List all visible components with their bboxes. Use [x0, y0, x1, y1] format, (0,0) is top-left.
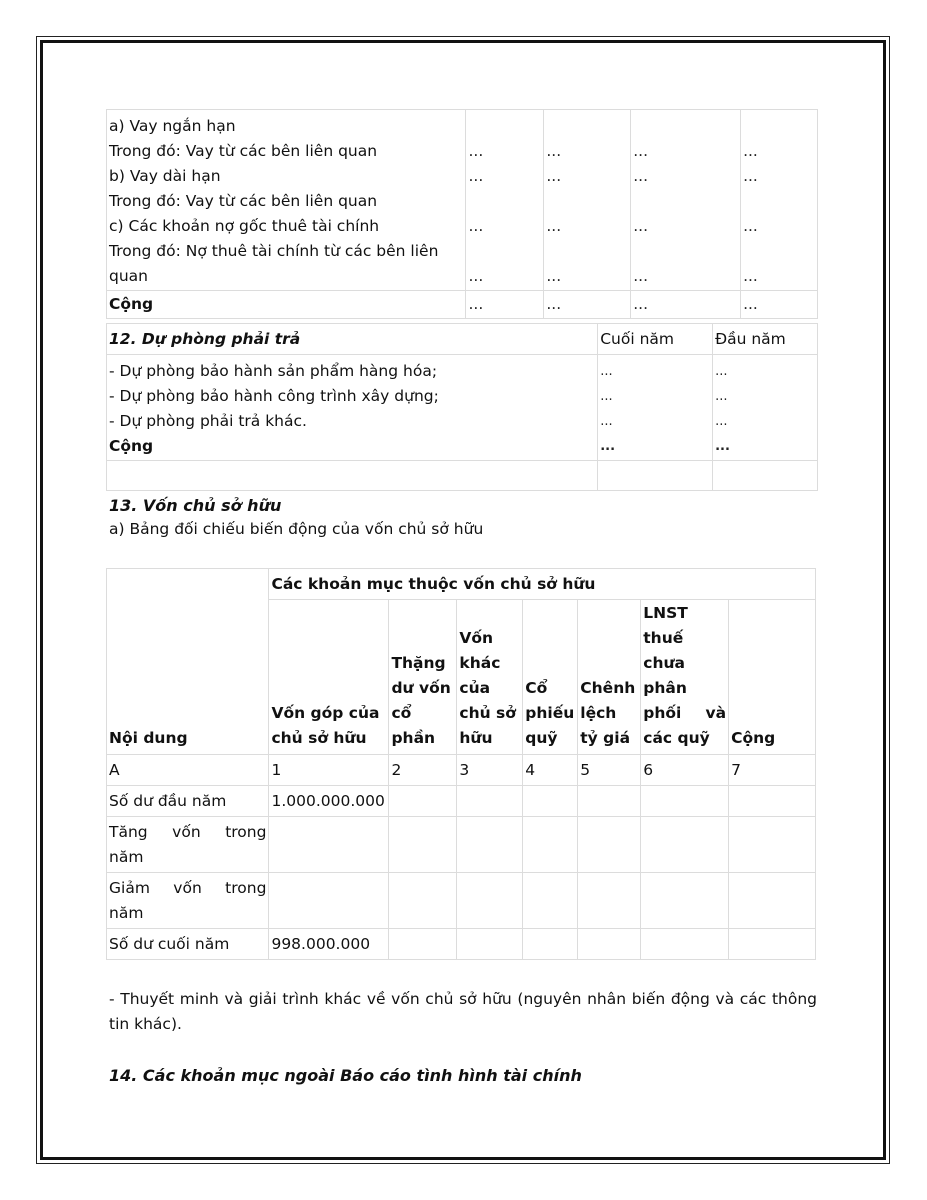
header-line: hữu	[459, 729, 493, 747]
row-label: Số dư đầu năm	[107, 786, 269, 817]
provisions-col-start: Đầu năm	[713, 324, 818, 355]
empty-cell	[641, 786, 729, 817]
provisions-header-row	[107, 324, 818, 355]
index-cell: 7	[729, 755, 816, 786]
header-line: Cộng	[731, 729, 776, 747]
empty-cell	[457, 873, 523, 929]
loan-value: ...	[743, 142, 758, 160]
provisions-total-end: ...	[600, 439, 616, 454]
loan-value: ...	[546, 142, 562, 160]
loan-value: ...	[633, 267, 649, 285]
loans-col2-cell	[544, 110, 631, 291]
loan-value: ...	[633, 217, 649, 235]
empty-cell	[107, 461, 598, 491]
provision-end-value: ...	[600, 414, 613, 429]
loans-total-label: Cộng	[107, 291, 466, 319]
header-line: phiếu	[525, 704, 575, 722]
loans-body-row	[107, 110, 818, 291]
loan-value: ...	[633, 142, 649, 160]
provisions-total-label: Cộng	[109, 437, 154, 455]
loans-total-row	[107, 291, 818, 319]
index-cell: 4	[523, 755, 578, 786]
loan-value: ...	[468, 267, 484, 285]
row-label: Số dư cuối năm	[107, 929, 269, 960]
empty-cell	[389, 873, 457, 929]
loan-label: Trong đó: Vay từ các bên liên quan	[109, 142, 378, 160]
loan-value: ...	[546, 167, 562, 185]
provision-start-value: ...	[715, 414, 728, 429]
equity-col-header	[641, 600, 729, 755]
empty-cell	[457, 786, 523, 817]
empty-cell	[578, 929, 641, 960]
loans-col3-cell	[631, 110, 741, 291]
loan-value: ...	[546, 217, 562, 235]
provisions-total-start: ...	[715, 439, 730, 454]
empty-cell	[389, 929, 457, 960]
capital-value	[269, 817, 389, 873]
empty-cell	[389, 817, 457, 873]
provision-label: - Dự phòng bảo hành sản phẩm hàng hóa;	[109, 362, 438, 380]
index-cell: 5	[578, 755, 641, 786]
empty-cell	[729, 873, 816, 929]
header-word: và	[705, 704, 727, 722]
empty-cell	[389, 786, 457, 817]
loan-label: quan	[109, 267, 148, 285]
equity-group-header-row	[107, 569, 816, 600]
empty-cell	[523, 873, 578, 929]
equity-col-header	[578, 600, 641, 755]
loans-col1-cell	[466, 110, 544, 291]
empty-cell	[578, 817, 641, 873]
loan-value: ...	[468, 167, 484, 185]
equity-index-row	[107, 755, 816, 786]
provisions-end-cell	[598, 355, 713, 461]
index-cell: 3	[457, 755, 523, 786]
header-line: cổ	[391, 704, 412, 722]
row-label: Tăng vốn trong năm	[107, 817, 269, 873]
equity-title: 13. Vốn chủ sở hữu	[109, 496, 282, 515]
empty-cell	[457, 929, 523, 960]
loan-value: ...	[468, 142, 484, 160]
header-line: các quỹ	[643, 729, 710, 747]
header-line: chủ sở hữu	[271, 729, 367, 747]
index-cell: A	[107, 755, 269, 786]
loans-total-value: ...	[544, 291, 631, 319]
loans-total-value: ...	[631, 291, 741, 319]
loan-label: a) Vay ngắn hạn	[109, 117, 236, 135]
header-line: chủ sở	[459, 704, 516, 722]
header-line: thuế	[643, 629, 684, 647]
table-row	[107, 873, 816, 929]
header-line: Cổ	[525, 679, 548, 697]
table-row	[107, 817, 816, 873]
header-line: phần	[391, 729, 436, 747]
empty-cell	[713, 461, 818, 491]
loan-label: Trong đó: Vay từ các bên liên quan	[109, 192, 378, 210]
loan-value: ...	[468, 217, 484, 235]
header-line: Vốn góp của	[271, 704, 380, 722]
provisions-title: 12. Dự phòng phải trả	[107, 324, 598, 355]
equity-col-header	[457, 600, 523, 755]
equity-content-header: Nội dung	[107, 569, 269, 755]
loans-col4-cell	[741, 110, 818, 291]
loan-label: c) Các khoản nợ gốc thuê tài chính	[109, 217, 380, 235]
header-line	[643, 701, 726, 726]
loan-label: b) Vay dài hạn	[109, 167, 221, 185]
empty-cell	[578, 873, 641, 929]
loans-total-value: ...	[741, 291, 818, 319]
empty-cell	[598, 461, 713, 491]
provisions-table	[106, 323, 818, 491]
header-line: lệch	[580, 704, 617, 722]
empty-cell	[729, 817, 816, 873]
table-row	[107, 786, 816, 817]
empty-cell	[641, 873, 729, 929]
provision-label: - Dự phòng phải trả khác.	[109, 412, 307, 430]
empty-cell	[729, 786, 816, 817]
provisions-labels-cell	[107, 355, 598, 461]
provision-end-value: ...	[600, 389, 613, 404]
loan-value: ...	[743, 217, 758, 235]
header-line: phân	[643, 679, 687, 697]
equity-col-header	[269, 600, 389, 755]
provisions-start-cell	[713, 355, 818, 461]
empty-cell	[523, 786, 578, 817]
capital-value: 1.000.000.000	[269, 786, 389, 817]
index-cell: 6	[641, 755, 729, 786]
provisions-empty-row	[107, 461, 818, 491]
header-line: của	[459, 679, 491, 697]
index-cell: 2	[389, 755, 457, 786]
header-line: chưa	[643, 654, 685, 672]
loans-table	[106, 109, 818, 319]
provision-label: - Dự phòng bảo hành công trình xây dựng;	[109, 387, 439, 405]
empty-cell	[457, 817, 523, 873]
equity-col-header	[729, 600, 816, 755]
loan-value: ...	[743, 167, 758, 185]
provision-start-value: ...	[715, 364, 728, 379]
loan-label: Trong đó: Nợ thuê tài chính từ các bên liên	[109, 242, 439, 260]
header-line: Vốn	[459, 629, 494, 647]
empty-cell	[641, 929, 729, 960]
provision-end-value: ...	[600, 364, 613, 379]
loans-total-value: ...	[466, 291, 544, 319]
header-line: tỷ giá	[580, 729, 631, 747]
provision-start-value: ...	[715, 389, 728, 404]
header-line: Thặng	[391, 654, 446, 672]
empty-cell	[641, 817, 729, 873]
loan-value: ...	[546, 267, 562, 285]
header-line: dư vốn	[391, 679, 451, 697]
loan-value: ...	[633, 167, 649, 185]
empty-cell	[729, 929, 816, 960]
capital-value: 998.000.000	[269, 929, 389, 960]
table-row	[107, 929, 816, 960]
header-word: phối	[643, 704, 682, 722]
equity-col-header	[389, 600, 457, 755]
provisions-col-end: Cuối năm	[598, 324, 713, 355]
equity-table	[106, 568, 816, 960]
index-cell: 1	[269, 755, 389, 786]
row-label: Giảm vốn trong năm	[107, 873, 269, 929]
equity-col-header	[523, 600, 578, 755]
loans-labels-cell	[107, 110, 466, 291]
empty-cell	[578, 786, 641, 817]
equity-subtitle: a) Bảng đối chiếu biến động của vốn chủ sở hữu	[109, 520, 484, 538]
equity-note: - Thuyết minh và giải trình khác về vốn chủ sở hữu (nguyên nhân biến động và các thông tin khác).	[109, 990, 817, 1033]
equity-group-header: Các khoản mục thuộc vốn chủ sở hữu	[269, 569, 816, 600]
provisions-body-row	[107, 355, 818, 461]
header-line: LNST	[643, 604, 688, 622]
header-line: khác	[459, 654, 501, 672]
loan-value: ...	[743, 267, 758, 285]
header-line: Chênh	[580, 679, 636, 697]
empty-cell	[523, 929, 578, 960]
capital-value	[269, 873, 389, 929]
off-balance-title: 14. Các khoản mục ngoài Báo cáo tình hình tài chính	[109, 1066, 582, 1085]
empty-cell	[523, 817, 578, 873]
header-line: quỹ	[525, 729, 558, 747]
